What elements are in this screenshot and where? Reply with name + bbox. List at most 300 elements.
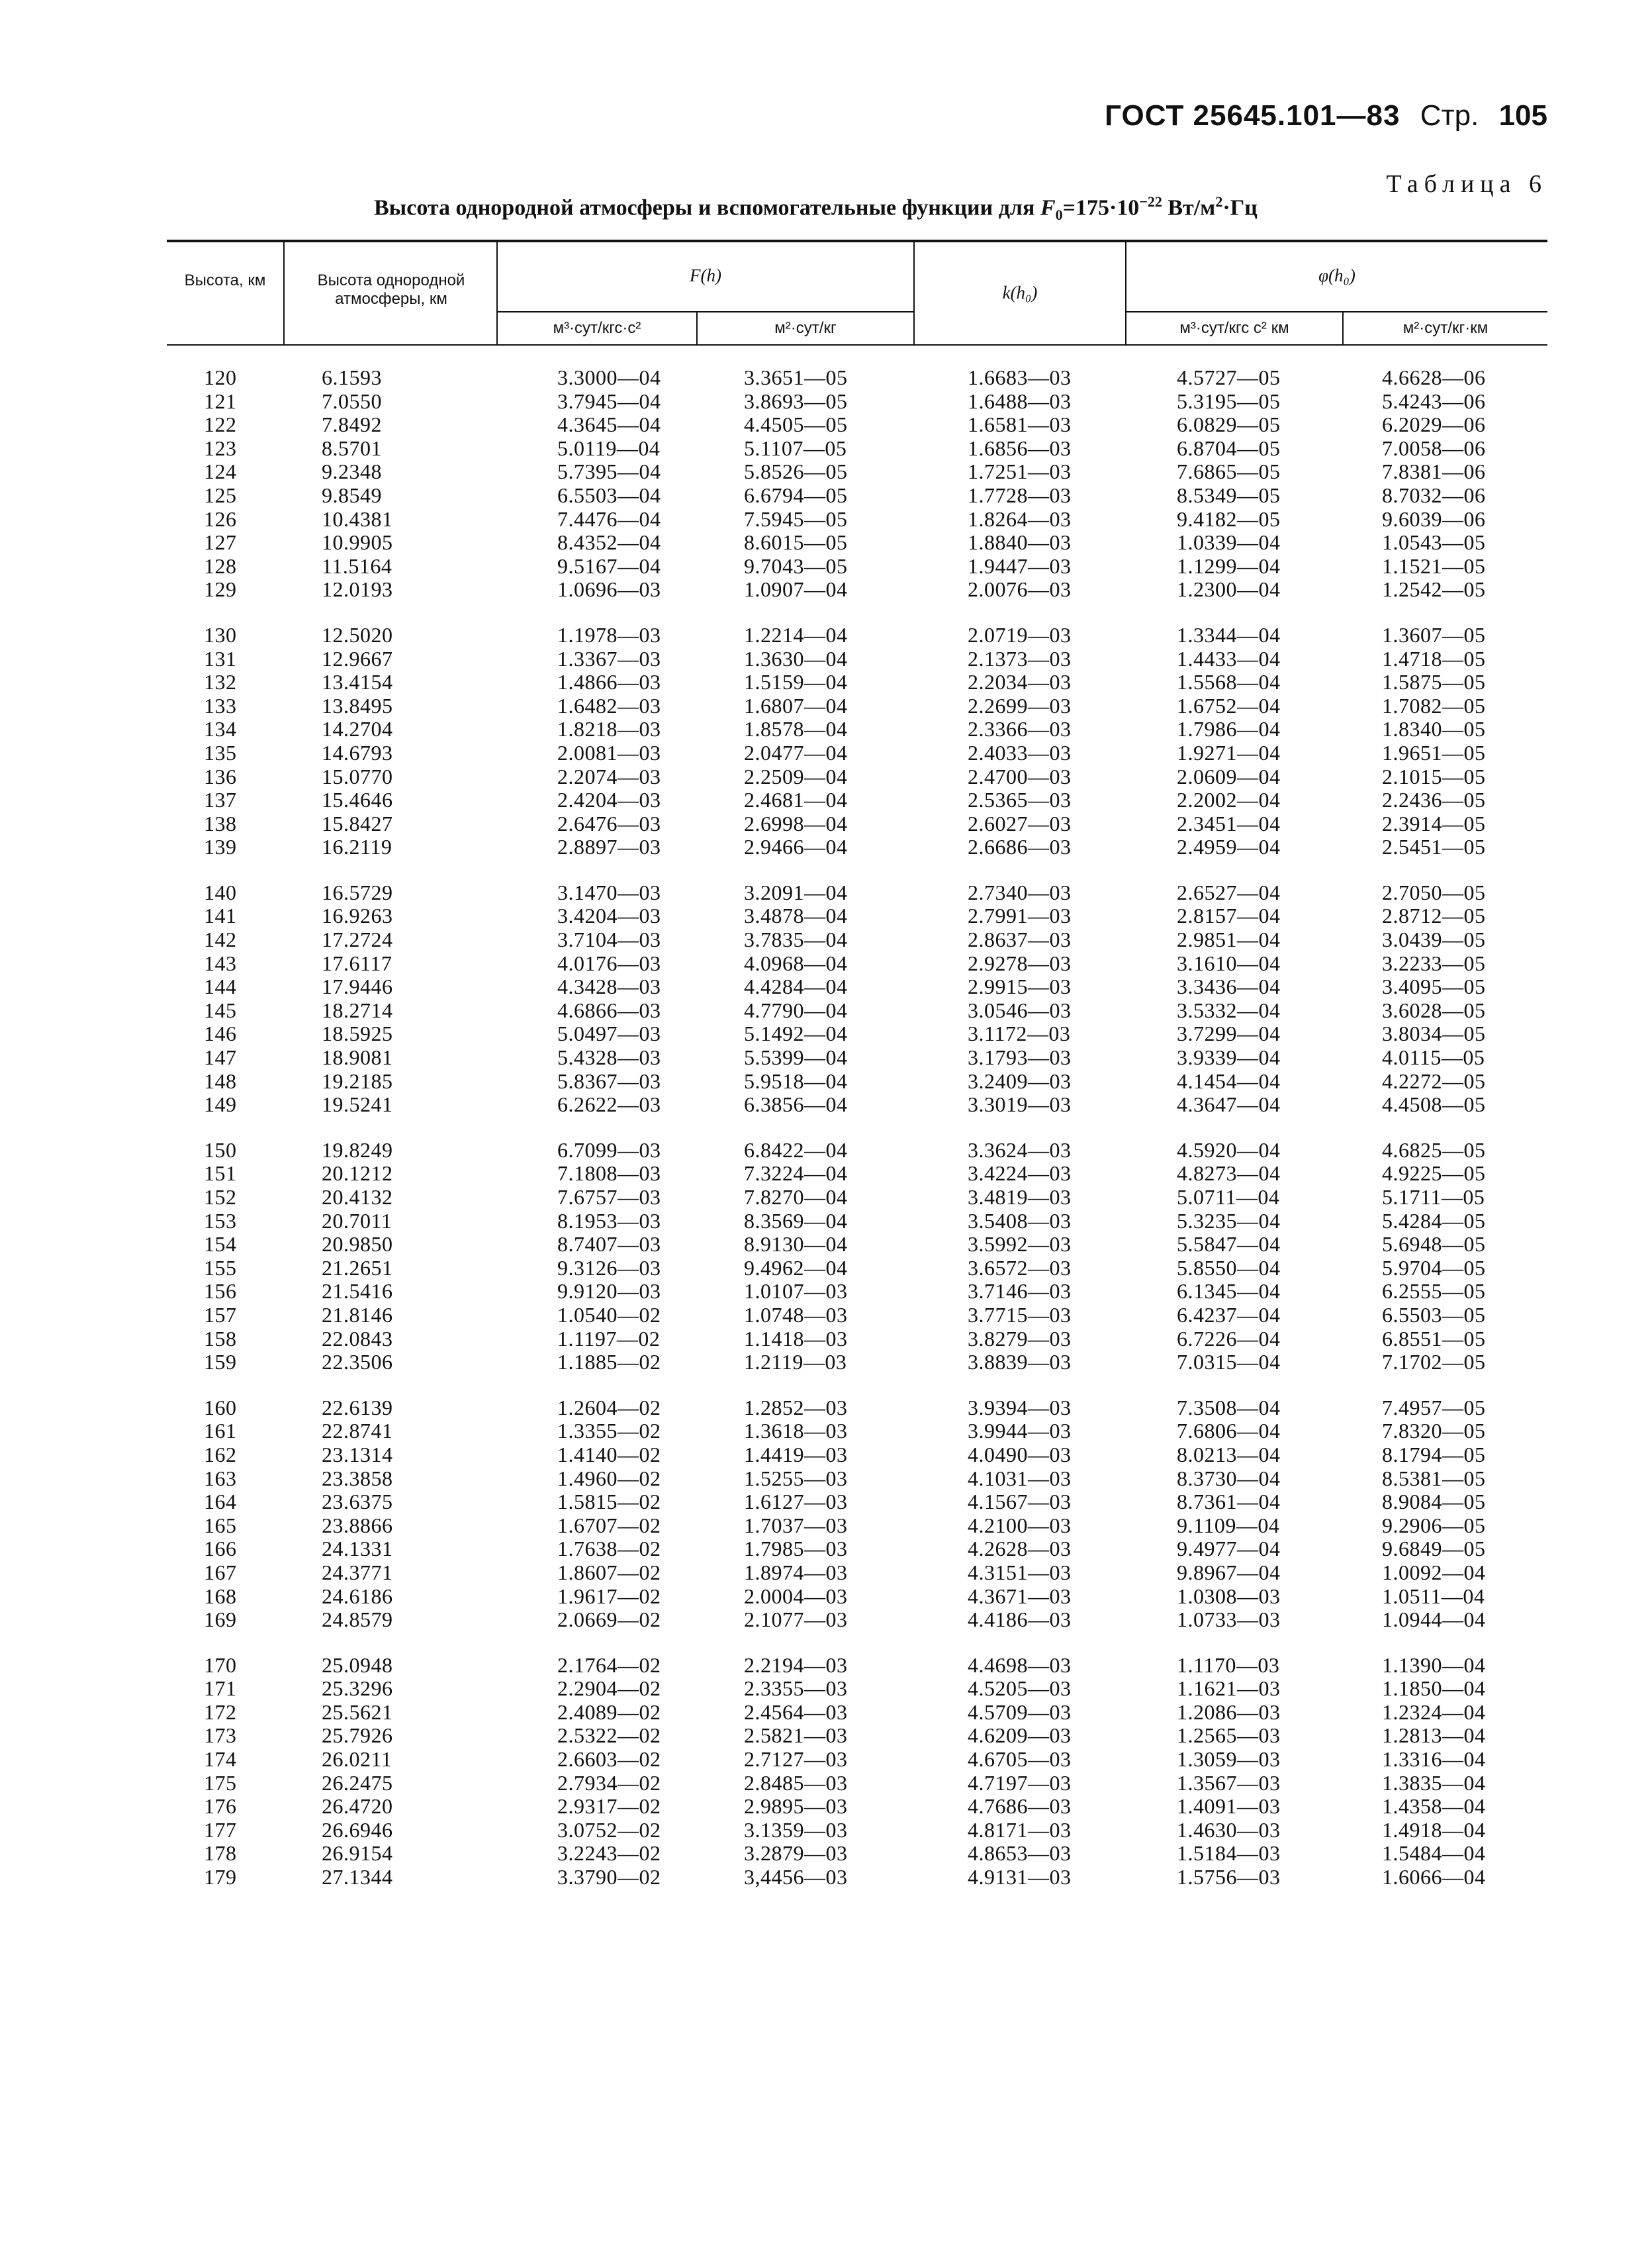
homog-height-cell: 22.8741 bbox=[322, 1419, 393, 1443]
homog-height-cell: 25.5621 bbox=[322, 1699, 393, 1724]
height-cell: 154 bbox=[204, 1232, 237, 1257]
kh-cell: 1.6856—03 bbox=[968, 436, 1072, 460]
phi-si-cell: 1.0944—04 bbox=[1382, 1607, 1486, 1632]
fh-cgs-cell: 1.9617—02 bbox=[557, 1584, 661, 1608]
phi-si-cell: 7.4957—05 bbox=[1382, 1395, 1486, 1419]
table-row bbox=[167, 1210, 1547, 1233]
table-header bbox=[167, 240, 1547, 346]
phi-si-cell: 2.5451—05 bbox=[1382, 835, 1486, 859]
table-row bbox=[167, 741, 1547, 765]
homog-height-cell: 19.5241 bbox=[322, 1092, 393, 1117]
phi-si-cell: 2.1015—05 bbox=[1382, 764, 1486, 788]
height-cell: 124 bbox=[204, 459, 237, 484]
phi-cgs-cell: 9.4182—05 bbox=[1177, 506, 1281, 531]
phi-si-cell: 1.2813—04 bbox=[1382, 1723, 1486, 1748]
fh-cgs-cell: 9.9120—03 bbox=[557, 1279, 661, 1304]
table-row bbox=[167, 765, 1547, 789]
phi-cgs-cell: 3.7299—04 bbox=[1177, 1022, 1281, 1046]
fh-cgs-cell: 3.3790—02 bbox=[557, 1865, 661, 1889]
fh-si-cell: 1.0748—03 bbox=[744, 1302, 848, 1327]
phi-si-cell: 4.0115—05 bbox=[1382, 1045, 1485, 1070]
fh-si-cell: 1.2214—04 bbox=[744, 622, 848, 647]
fh-cgs-cell: 9.5167—04 bbox=[557, 553, 661, 578]
fh-cgs-cell: 8.1953—03 bbox=[557, 1208, 661, 1233]
height-cell: 132 bbox=[204, 670, 237, 694]
phi-si-cell: 1.0543—05 bbox=[1382, 530, 1486, 555]
fh-si-cell: 2.8485—03 bbox=[744, 1770, 848, 1795]
height-cell: 161 bbox=[204, 1419, 237, 1443]
fh-cgs-cell: 3.2243—02 bbox=[557, 1841, 661, 1866]
fh-cgs-cell: 5.7395—04 bbox=[557, 459, 661, 484]
phi-cgs-cell: 4.5727—05 bbox=[1177, 365, 1281, 389]
phi-si-cell: 5.1711—05 bbox=[1382, 1185, 1485, 1209]
height-cell: 170 bbox=[204, 1652, 237, 1677]
phi-cgs-cell: 1.5184—03 bbox=[1177, 1841, 1281, 1866]
kh-cell: 3.8279—03 bbox=[968, 1326, 1072, 1351]
kh-cell: 3.4224—03 bbox=[968, 1161, 1072, 1186]
kh-cell: 2.5365—03 bbox=[968, 788, 1072, 812]
fh-cgs-cell: 2.2904—02 bbox=[557, 1676, 661, 1701]
table-body bbox=[167, 366, 1547, 1911]
homog-height-cell: 8.5701 bbox=[322, 436, 382, 460]
phi-si-cell: 1.6066—04 bbox=[1382, 1865, 1486, 1889]
fh-si-cell: 1.8974—03 bbox=[744, 1560, 848, 1584]
table-row bbox=[167, 366, 1547, 390]
phi-cgs-cell: 3.1610—04 bbox=[1177, 951, 1281, 975]
height-cell: 160 bbox=[204, 1395, 237, 1419]
kh-cell: 1.6683—03 bbox=[968, 365, 1072, 389]
fh-cgs-cell: 3.4204—03 bbox=[557, 904, 661, 928]
table-row bbox=[167, 1304, 1547, 1327]
fh-si-cell: 2.0004—03 bbox=[744, 1584, 848, 1608]
kh-cell: 2.2034—03 bbox=[968, 670, 1072, 694]
phi-cgs-cell: 8.5349—05 bbox=[1177, 483, 1281, 507]
table-row bbox=[167, 1514, 1547, 1538]
fh-cgs-cell: 2.6476—03 bbox=[557, 811, 661, 836]
kh-cell: 4.5709—03 bbox=[968, 1699, 1072, 1724]
kh-cell: 2.7340—03 bbox=[968, 880, 1072, 904]
kh-cell: 1.8264—03 bbox=[968, 506, 1072, 531]
formula-var: F bbox=[1040, 195, 1056, 220]
height-cell: 177 bbox=[204, 1817, 237, 1842]
phi-si-cell: 7.8381—06 bbox=[1382, 459, 1486, 484]
homog-height-cell: 17.2724 bbox=[322, 928, 393, 952]
phi-si-cell: 4.9225—05 bbox=[1382, 1161, 1486, 1186]
fh-cgs-cell: 8.7407—03 bbox=[557, 1232, 661, 1257]
fh-si-cell: 9.7043—05 bbox=[744, 553, 848, 578]
table-row bbox=[167, 531, 1547, 555]
fh-cgs-cell: 3.0752—02 bbox=[557, 1817, 661, 1842]
fh-si-cell: 7.5945—05 bbox=[744, 506, 848, 531]
height-cell: 125 bbox=[204, 483, 237, 507]
fh-si-cell: 1.6127—03 bbox=[744, 1490, 848, 1514]
fh-si-cell: 2.9895—03 bbox=[744, 1794, 848, 1819]
homog-height-cell: 25.7926 bbox=[322, 1723, 393, 1748]
phi-cgs-cell: 5.5847—04 bbox=[1177, 1232, 1281, 1257]
table-row bbox=[167, 1070, 1547, 1094]
kh-cell: 4.2628—03 bbox=[968, 1537, 1072, 1561]
table-row bbox=[167, 1561, 1547, 1585]
height-cell: 129 bbox=[204, 577, 237, 602]
fh-cgs-cell: 5.0497—03 bbox=[557, 1022, 661, 1046]
phi-si-cell: 5.9704—05 bbox=[1382, 1255, 1486, 1280]
table-row bbox=[167, 952, 1547, 976]
kh-cell: 4.3671—03 bbox=[968, 1584, 1072, 1608]
col-kh-header bbox=[915, 283, 1125, 303]
kh-cell: 1.7728—03 bbox=[968, 483, 1072, 507]
fh-cgs-cell: 4.0176—03 bbox=[557, 951, 661, 975]
table-row bbox=[167, 671, 1547, 694]
header-top-rule bbox=[167, 240, 1547, 242]
phi-si-cell: 4.6825—05 bbox=[1382, 1137, 1486, 1162]
homog-height-cell: 22.0843 bbox=[322, 1326, 393, 1351]
homog-height-cell: 23.6375 bbox=[322, 1490, 393, 1514]
phi-si-cell: 5.6948—05 bbox=[1382, 1232, 1486, 1257]
homog-height-cell: 13.4154 bbox=[322, 670, 393, 694]
fh-si-cell: 8.6015—05 bbox=[744, 530, 848, 555]
height-cell: 174 bbox=[204, 1747, 237, 1772]
fh-cgs-cell: 2.6603—02 bbox=[557, 1747, 661, 1772]
page-number: 105 bbox=[1498, 99, 1547, 132]
col-phi-unit2: м²·сут/кг·км bbox=[1402, 319, 1489, 337]
homog-height-cell: 11.5164 bbox=[322, 553, 392, 578]
fh-cgs-cell: 1.1885—02 bbox=[557, 1350, 661, 1374]
fh-cgs-cell: 1.2604—02 bbox=[557, 1395, 661, 1419]
phi-si-cell: 6.5503—05 bbox=[1382, 1302, 1486, 1327]
fh-cgs-cell: 5.8367—03 bbox=[557, 1069, 661, 1093]
phi-sub-rule bbox=[1126, 311, 1547, 312]
header-bottom-rule bbox=[167, 344, 1547, 346]
phi-cgs-cell: 1.1170—03 bbox=[1177, 1652, 1280, 1677]
phi-cgs-cell: 6.8704—05 bbox=[1177, 436, 1281, 460]
height-cell: 144 bbox=[204, 975, 237, 999]
fh-cgs-cell: 2.4089—02 bbox=[557, 1699, 661, 1724]
phi-cgs-cell: 1.7986—04 bbox=[1177, 717, 1281, 741]
kh-cell: 3.0546—03 bbox=[968, 998, 1072, 1022]
homog-height-cell: 24.8579 bbox=[322, 1607, 393, 1632]
table-row bbox=[167, 413, 1547, 437]
homog-height-cell: 10.4381 bbox=[322, 506, 393, 531]
phi-si-cell: 1.0092—04 bbox=[1382, 1560, 1486, 1584]
fh-cgs-cell: 2.2074—03 bbox=[557, 764, 661, 788]
fh-si-cell: 1.3618—03 bbox=[744, 1419, 848, 1443]
fh-si-cell: 5.1107—05 bbox=[744, 436, 847, 460]
fh-cgs-cell: 9.3126—03 bbox=[557, 1255, 661, 1280]
fh-cgs-cell: 1.3367—03 bbox=[557, 646, 661, 671]
table-row bbox=[167, 1233, 1547, 1257]
table-row bbox=[167, 1046, 1547, 1070]
table-row bbox=[167, 1257, 1547, 1280]
homog-height-cell: 18.5925 bbox=[322, 1022, 393, 1046]
row-group bbox=[167, 1654, 1547, 1889]
phi-cgs-cell: 8.3730—04 bbox=[1177, 1466, 1281, 1490]
phi-si-cell: 7.8320—05 bbox=[1382, 1419, 1486, 1443]
phi-si-cell: 3.2233—05 bbox=[1382, 951, 1486, 975]
formula-unit: Вт/м bbox=[1162, 195, 1216, 220]
homog-height-cell: 9.2348 bbox=[322, 459, 382, 484]
formula-unit-tail: ·Гц bbox=[1222, 195, 1258, 220]
height-cell: 127 bbox=[204, 530, 237, 555]
fh-cgs-cell: 1.3355—02 bbox=[557, 1419, 661, 1443]
homog-height-cell: 20.9850 bbox=[322, 1232, 393, 1257]
height-cell: 152 bbox=[204, 1185, 237, 1209]
table-row bbox=[167, 836, 1547, 859]
phi-si-cell: 1.5875—05 bbox=[1382, 670, 1486, 694]
height-cell: 146 bbox=[204, 1022, 237, 1046]
kh-cell: 4.6209—03 bbox=[968, 1723, 1072, 1748]
phi-cgs-cell: 7.6806—04 bbox=[1177, 1419, 1281, 1443]
homog-height-cell: 23.3858 bbox=[322, 1466, 393, 1490]
homog-height-cell: 20.4132 bbox=[322, 1185, 393, 1209]
kh-cell: 2.7991—03 bbox=[968, 904, 1072, 928]
fh-symbol: F(h) bbox=[690, 265, 721, 285]
phi-si-cell: 1.5484—04 bbox=[1382, 1841, 1486, 1866]
height-cell: 165 bbox=[204, 1513, 237, 1537]
kh-cell: 4.3151—03 bbox=[968, 1560, 1072, 1584]
homog-height-cell: 21.5416 bbox=[322, 1279, 393, 1304]
height-cell: 120 bbox=[204, 365, 237, 389]
phi-cgs-cell: 3.9339—04 bbox=[1177, 1045, 1281, 1070]
fh-si-cell: 1.1418—03 bbox=[744, 1326, 848, 1351]
phi-cgs-cell: 2.9851—04 bbox=[1177, 928, 1281, 952]
kh-cell: 3.5408—03 bbox=[968, 1208, 1072, 1233]
table-row bbox=[167, 1327, 1547, 1351]
phi-cgs-cell: 1.0339—04 bbox=[1177, 530, 1281, 555]
table-row bbox=[167, 788, 1547, 812]
homog-height-cell: 24.1331 bbox=[322, 1537, 393, 1561]
table-row bbox=[167, 437, 1547, 461]
height-cell: 143 bbox=[204, 951, 237, 975]
height-cell: 123 bbox=[204, 436, 237, 460]
height-cell: 155 bbox=[204, 1255, 237, 1280]
fh-si-cell: 1.3630—04 bbox=[744, 646, 848, 671]
phi-si-cell: 1.2324—04 bbox=[1382, 1699, 1486, 1724]
fh-cgs-cell: 1.5815—02 bbox=[557, 1490, 661, 1514]
phi-cgs-cell: 7.3508—04 bbox=[1177, 1395, 1281, 1419]
fh-si-cell: 1.4419—03 bbox=[744, 1442, 848, 1466]
height-cell: 153 bbox=[204, 1208, 237, 1233]
fh-si-cell: 7.3224—04 bbox=[744, 1161, 848, 1186]
phi-cgs-cell: 3.3436—04 bbox=[1177, 975, 1281, 999]
fh-cgs-cell: 1.8607—02 bbox=[557, 1560, 661, 1584]
height-cell: 131 bbox=[204, 646, 237, 671]
table-row bbox=[167, 1537, 1547, 1561]
phi-cgs-cell: 1.1621—03 bbox=[1177, 1676, 1281, 1701]
table-row bbox=[167, 1419, 1547, 1443]
row-group bbox=[167, 366, 1547, 602]
phi-si-cell: 8.5381—05 bbox=[1382, 1466, 1486, 1490]
phi-si-cell: 1.7082—05 bbox=[1382, 693, 1486, 718]
phi-cgs-cell: 1.2565—03 bbox=[1177, 1723, 1281, 1748]
homog-height-cell: 26.0211 bbox=[322, 1747, 392, 1772]
page-label: Стр. bbox=[1420, 99, 1479, 132]
phi-si-cell: 8.7032—06 bbox=[1382, 483, 1486, 507]
phi-cgs-cell: 2.0609—04 bbox=[1177, 764, 1281, 788]
fh-si-cell: 3.4878—04 bbox=[744, 904, 848, 928]
row-group bbox=[167, 624, 1547, 859]
phi-cgs-cell: 1.0308—03 bbox=[1177, 1584, 1281, 1608]
table-row bbox=[167, 1795, 1547, 1819]
phi-cgs-cell: 4.8273—04 bbox=[1177, 1161, 1281, 1186]
height-cell: 178 bbox=[204, 1841, 237, 1866]
standard-number: ГОСТ 25645.101—83 bbox=[1105, 99, 1400, 132]
title-text: Высота однородной атмосферы и вспомогательные функции для bbox=[374, 195, 1035, 220]
kh-cell: 4.1031—03 bbox=[968, 1466, 1072, 1490]
phi-cgs-cell: 2.2002—04 bbox=[1177, 788, 1281, 812]
kh-cell: 3.1172—03 bbox=[968, 1022, 1071, 1046]
fh-cgs-cell: 4.3428—03 bbox=[557, 975, 661, 999]
fh-cgs-cell: 1.1978—03 bbox=[557, 622, 661, 647]
fh-cgs-cell: 1.1197—02 bbox=[557, 1326, 661, 1351]
phi-cgs-cell: 1.3567—03 bbox=[1177, 1770, 1281, 1795]
fh-si-cell: 2.1077—03 bbox=[744, 1607, 848, 1632]
fh-cgs-cell: 5.0119—04 bbox=[557, 436, 661, 460]
height-cell: 162 bbox=[204, 1442, 237, 1466]
phi-cgs-cell: 5.3235—04 bbox=[1177, 1208, 1281, 1233]
table-row bbox=[167, 1866, 1547, 1889]
kh-cell: 3.9394—03 bbox=[968, 1395, 1072, 1419]
fh-cgs-cell: 6.5503—04 bbox=[557, 483, 661, 507]
height-cell: 156 bbox=[204, 1279, 237, 1304]
homog-height-cell: 18.9081 bbox=[322, 1045, 393, 1070]
homog-height-cell: 12.9667 bbox=[322, 646, 393, 671]
table-title bbox=[374, 193, 1258, 224]
homog-height-cell: 26.9154 bbox=[322, 1841, 393, 1866]
phi-cgs-cell: 7.6865—05 bbox=[1177, 459, 1281, 484]
height-cell: 141 bbox=[204, 904, 237, 928]
table-row bbox=[167, 1351, 1547, 1374]
kh-cell: 2.3366—03 bbox=[968, 717, 1072, 741]
height-cell: 167 bbox=[204, 1560, 237, 1584]
kh-cell: 2.8637—03 bbox=[968, 928, 1072, 952]
kh-cell: 3.7146—03 bbox=[968, 1279, 1072, 1304]
phi-cgs-cell: 2.8157—04 bbox=[1177, 904, 1281, 928]
phi-si-cell: 5.4243—06 bbox=[1382, 389, 1486, 413]
homog-height-cell: 27.1344 bbox=[322, 1865, 393, 1889]
table-row bbox=[167, 1162, 1547, 1186]
phi-cgs-cell: 5.8550—04 bbox=[1177, 1255, 1281, 1280]
phi-cgs-cell: 9.8967—04 bbox=[1177, 1560, 1281, 1584]
height-cell: 169 bbox=[204, 1607, 237, 1632]
phi-si-cell: 1.3607—05 bbox=[1382, 622, 1486, 647]
table-row bbox=[167, 928, 1547, 952]
height-cell: 172 bbox=[204, 1699, 237, 1724]
table-row bbox=[167, 1819, 1547, 1842]
fh-si-cell: 1.2852—03 bbox=[744, 1395, 848, 1419]
page-header bbox=[1105, 99, 1547, 132]
phi-cgs-cell: 1.3344—04 bbox=[1177, 622, 1281, 647]
phi-si-cell: 1.4358—04 bbox=[1382, 1794, 1486, 1819]
fh-cgs-cell: 8.4352—04 bbox=[557, 530, 661, 555]
height-cell: 158 bbox=[204, 1326, 237, 1351]
height-cell: 166 bbox=[204, 1537, 237, 1561]
phi-cgs-cell: 6.4237—04 bbox=[1177, 1302, 1281, 1327]
fh-cgs-cell: 4.3645—04 bbox=[557, 412, 661, 437]
phi-cgs-cell: 1.9271—04 bbox=[1177, 740, 1281, 765]
table-row bbox=[167, 1490, 1547, 1514]
kh-cell: 1.7251—03 bbox=[968, 459, 1072, 484]
kh-cell: 2.0719—03 bbox=[968, 622, 1072, 647]
homog-height-cell: 25.3296 bbox=[322, 1676, 393, 1701]
kh-cell: 3.5992—03 bbox=[968, 1232, 1072, 1257]
phi-si-cell: 6.2029—06 bbox=[1382, 412, 1486, 437]
table-row bbox=[167, 975, 1547, 999]
phi-cgs-cell: 3.5332—04 bbox=[1177, 998, 1281, 1022]
phi-cgs-cell: 8.7361—04 bbox=[1177, 1490, 1281, 1514]
height-cell: 164 bbox=[204, 1490, 237, 1514]
kh-cell: 4.5205—03 bbox=[968, 1676, 1072, 1701]
fh-cgs-cell: 1.7638—02 bbox=[557, 1537, 661, 1561]
kh-cell: 2.2699—03 bbox=[968, 693, 1072, 718]
phi-cgs-cell: 1.3059—03 bbox=[1177, 1747, 1281, 1772]
table-row bbox=[167, 812, 1547, 836]
height-cell: 168 bbox=[204, 1584, 237, 1608]
homog-height-cell: 6.1593 bbox=[322, 365, 382, 389]
fh-cgs-cell: 6.7099—03 bbox=[557, 1137, 661, 1162]
table-label: Таблица 6 bbox=[1386, 170, 1547, 198]
homog-height-cell: 9.8549 bbox=[322, 483, 382, 507]
kh-cell: 4.1567—03 bbox=[968, 1490, 1072, 1514]
col-homog-header: Высота однородной атмосферы, км bbox=[317, 271, 465, 308]
fh-si-cell: 3.2879—03 bbox=[744, 1841, 848, 1866]
phi-cgs-cell: 1.4091—03 bbox=[1177, 1794, 1281, 1819]
fh-cgs-cell: 1.4140—02 bbox=[557, 1442, 661, 1466]
phi-cgs-cell: 1.2300—04 bbox=[1177, 577, 1281, 602]
table-row bbox=[167, 1585, 1547, 1609]
fh-si-cell: 8.3569—04 bbox=[744, 1208, 848, 1233]
phi-cgs-cell: 2.3451—04 bbox=[1177, 811, 1281, 836]
table-row bbox=[167, 460, 1547, 484]
fh-si-cell: 2.4681—04 bbox=[744, 788, 848, 812]
height-cell: 142 bbox=[204, 928, 237, 952]
homog-height-cell: 15.8427 bbox=[322, 811, 393, 836]
phi-cgs-cell: 4.5920—04 bbox=[1177, 1137, 1281, 1162]
homog-height-cell: 19.2185 bbox=[322, 1069, 393, 1093]
table-row bbox=[167, 1772, 1547, 1795]
table-row bbox=[167, 484, 1547, 508]
fh-si-cell: 6.3856—04 bbox=[744, 1092, 848, 1117]
height-cell: 128 bbox=[204, 553, 237, 578]
phi-si-cell: 4.2272—05 bbox=[1382, 1069, 1486, 1093]
height-cell: 145 bbox=[204, 998, 237, 1022]
phi-cgs-cell: 6.1345—04 bbox=[1177, 1279, 1281, 1304]
fh-si-cell: 1.0107—03 bbox=[744, 1279, 848, 1304]
fh-si-cell: 3.3651—05 bbox=[744, 365, 848, 389]
height-cell: 173 bbox=[204, 1723, 237, 1748]
phi-si-cell: 1.1850—04 bbox=[1382, 1676, 1486, 1701]
phi-si-cell: 3.6028—05 bbox=[1382, 998, 1486, 1022]
phi-si-cell: 2.2436—05 bbox=[1382, 788, 1486, 812]
fh-si-cell: 2.3355—03 bbox=[744, 1676, 848, 1701]
homog-height-cell: 12.0193 bbox=[322, 577, 393, 602]
fh-si-cell: 1.6807—04 bbox=[744, 693, 848, 718]
phi-si-cell: 1.4918—04 bbox=[1382, 1817, 1486, 1842]
phi-si-cell: 1.4718—05 bbox=[1382, 646, 1486, 671]
table-row bbox=[167, 508, 1547, 532]
phi-cgs-cell: 4.3647—04 bbox=[1177, 1092, 1281, 1117]
table-row bbox=[167, 1467, 1547, 1491]
kh-cell: 4.4698—03 bbox=[968, 1652, 1072, 1677]
fh-si-cell: 2.5821—03 bbox=[744, 1723, 848, 1748]
table-row bbox=[167, 1139, 1547, 1163]
height-cell: 171 bbox=[204, 1676, 237, 1701]
kh-cell: 3.3624—03 bbox=[968, 1137, 1072, 1162]
height-cell: 122 bbox=[204, 412, 237, 437]
formula-sub: 0 bbox=[1055, 207, 1063, 224]
fh-cgs-cell: 5.4328—03 bbox=[557, 1045, 661, 1070]
kh-cell: 2.4700—03 bbox=[968, 764, 1072, 788]
kh-cell: 3.4819—03 bbox=[968, 1185, 1072, 1209]
